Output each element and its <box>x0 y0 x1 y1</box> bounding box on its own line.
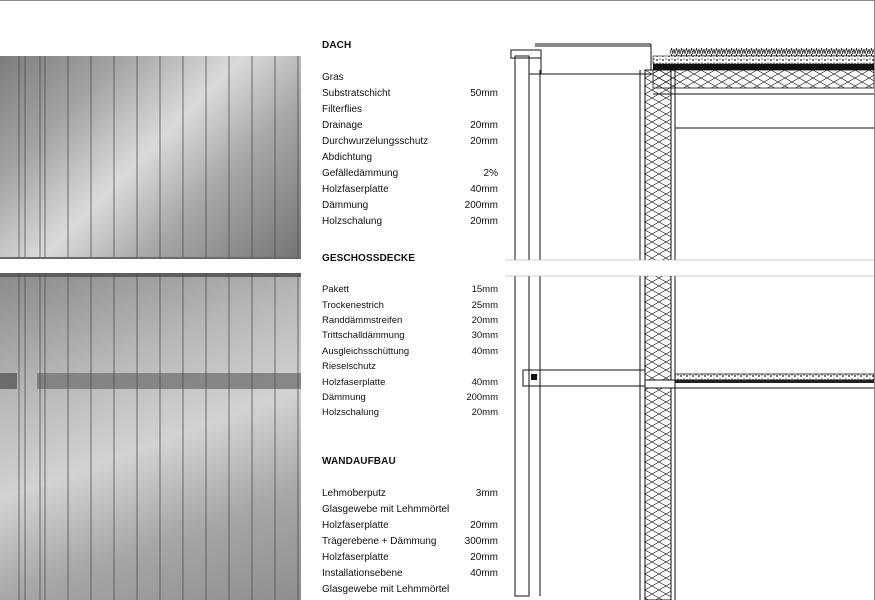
layer-name: Lehmoberputz <box>322 487 386 499</box>
layer-row <box>322 359 498 374</box>
layer-name: Holzschalung <box>322 215 383 227</box>
facade-battens-lower <box>0 273 301 600</box>
layer-name: Glasgewebe mit Lehmmörtel <box>322 583 450 595</box>
layer-name: Substratschicht <box>322 87 391 99</box>
layer-row <box>322 374 498 389</box>
layer-name: Holzfaserplatte <box>322 376 386 388</box>
layer-thickness: 20mm <box>470 135 498 147</box>
layer-row <box>322 565 498 581</box>
layer-row <box>322 149 498 165</box>
layer-thickness: 40mm <box>470 183 498 195</box>
section-title-dach: DACH <box>322 40 352 51</box>
layer-thickness: 2% <box>483 167 498 179</box>
layer-thickness: 200mm <box>464 199 498 211</box>
layer-thickness: 20mm <box>470 215 498 227</box>
layer-row <box>322 313 498 328</box>
layer-thickness: 3mm <box>475 487 498 499</box>
layer-row <box>322 133 498 149</box>
layer-name: Durchwurzelungsschutz <box>322 135 429 147</box>
layer-name: Filterflies <box>322 103 363 115</box>
layer-name: Ausgleichsschüttung <box>322 345 410 357</box>
layer-row <box>322 533 498 549</box>
layer-row <box>322 69 498 85</box>
layer-name: Installationsebene <box>322 567 403 579</box>
layer-thickness: 20mm <box>471 407 498 419</box>
layer-row <box>322 297 498 312</box>
layer-name: Trägerebene + Dämmung <box>322 535 437 547</box>
layer-row <box>322 501 498 517</box>
layer-row <box>322 390 498 405</box>
layer-list-dach <box>322 69 498 229</box>
window-band <box>37 373 301 389</box>
construction-section-drawing <box>505 30 874 600</box>
frame-top-border <box>0 0 875 1</box>
section-break <box>505 260 874 276</box>
layer-name: Holzfaserplatte <box>322 183 389 195</box>
layer-thickness: 15mm <box>471 284 498 296</box>
layer-name: Holzfaserplatte <box>322 551 389 563</box>
layer-name: Pakett <box>322 284 349 296</box>
layer-name: Dämmung <box>322 199 369 211</box>
layer-name: Trockenestrich <box>322 299 384 311</box>
facade-battens-upper <box>0 56 301 259</box>
layer-row <box>322 581 498 597</box>
layer-name: Dämmung <box>322 391 366 403</box>
layer-row <box>322 85 498 101</box>
layer-row <box>322 282 498 297</box>
layer-thickness: 40mm <box>470 567 498 579</box>
layer-row <box>322 213 498 229</box>
layer-row <box>322 485 498 501</box>
layer-thickness: 200mm <box>466 391 498 403</box>
layer-name: Holzfaserplatte <box>322 519 389 531</box>
layer-row <box>322 165 498 181</box>
layer-name: Drainage <box>322 119 363 131</box>
layer-name: Abdichtung <box>322 151 373 163</box>
layer-name: Gefälledämmung <box>322 167 399 179</box>
layer-thickness: 25mm <box>471 299 498 311</box>
layer-thickness: 20mm <box>471 314 498 326</box>
layer-row <box>322 405 498 420</box>
layer-name: Rieselschutz <box>322 361 376 373</box>
layer-row <box>322 117 498 133</box>
layer-list-wandaufbau <box>322 485 498 597</box>
green-roof-buildup <box>653 48 874 128</box>
layer-row <box>322 101 498 117</box>
layer-row <box>322 328 498 343</box>
layer-name: Trittschalldämmung <box>322 330 405 342</box>
section-title-geschossdecke: GESCHOSSDECKE <box>322 253 415 264</box>
facade-elevation-upper <box>0 56 301 259</box>
layer-name: Glasgewebe mit Lehmmörtel <box>322 503 450 515</box>
layer-thickness: 20mm <box>470 119 498 131</box>
intermediate-floor <box>523 370 874 388</box>
exterior-wall <box>640 70 675 600</box>
layer-row <box>322 549 498 565</box>
layer-name: Gras <box>322 71 344 83</box>
layer-row <box>322 197 498 213</box>
layer-thickness: 30mm <box>471 330 498 342</box>
layer-thickness: 40mm <box>471 345 498 357</box>
roof-parapet <box>511 44 651 596</box>
layer-list-geschossdecke <box>322 282 498 421</box>
layer-row <box>322 181 498 197</box>
layer-thickness: 20mm <box>470 519 498 531</box>
layer-row <box>322 517 498 533</box>
layer-name: Holzschalung <box>322 407 380 419</box>
layer-thickness: 50mm <box>470 87 498 99</box>
layer-thickness: 20mm <box>470 551 498 563</box>
layer-thickness: 40mm <box>471 376 498 388</box>
facade-elevation-lower <box>0 273 301 600</box>
layer-row <box>322 344 498 359</box>
window-band-left <box>0 373 17 389</box>
section-title-wandaufbau: WANDAUFBAU <box>322 456 396 467</box>
layer-thickness: 300mm <box>464 535 498 547</box>
layer-name: Randdämmstreifen <box>322 314 403 326</box>
